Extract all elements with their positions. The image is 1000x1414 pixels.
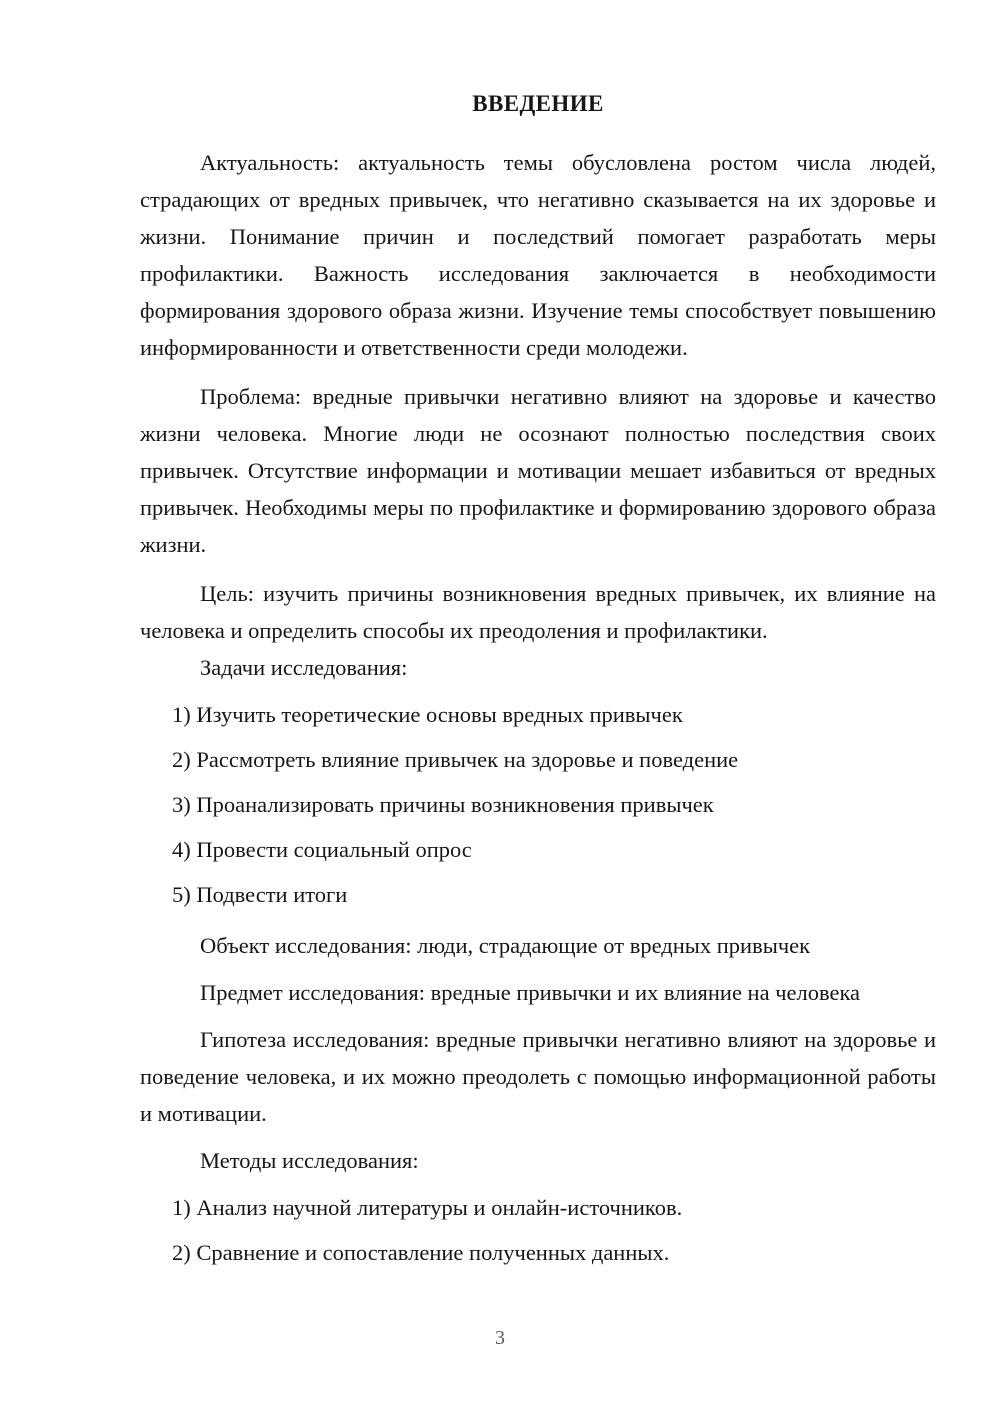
list-item: 1) Изучить теоретические основы вредных привычек: [172, 701, 683, 727]
spacer: [140, 1132, 936, 1142]
page-number: 3: [495, 1327, 505, 1349]
paragraph-problem: Проблема: вредные привычки негативно влияют на здоровье и качество жизни человека. Многие люди не осознают полностью последствия своих привычек. Отсутствие информации и мотивации мешает избавиться от вредных привычек. Необходимы меры по профилактике и формированию здорового образа жизни.: [140, 383, 936, 557]
object-of-research-line: Объект исследования: люди, страдающие от вредных привычек: [200, 932, 811, 958]
list-item: 4) Провести социальный опрос: [172, 836, 472, 862]
spacer: [140, 1011, 936, 1021]
paragraph-relevance: Актуальность: актуальность темы обусловлена ростом числа людей, страдающих от вредных привычек, что негативно сказывается на их здоровье и жизни. Понимание причин и последствий помогает разработать меры профилактики. Важность исследования заключается в необходимости формирования здорового образа жизни. Изучение темы способствует повышению информированности и ответственности среди молодежи.: [140, 149, 936, 360]
paragraph-goal: Цель: изучить причины возникновения вредных привычек, их влияние на человека и определить способы их преодоления и профилактики.: [140, 580, 936, 643]
list-item: 5) Подвести итоги: [172, 881, 348, 907]
list-item: 2) Сравнение и сопоставление полученных данных.: [172, 1239, 670, 1265]
paragraph-hypothesis: Гипотеза исследования: вредные привычки негативно влияют на здоровье и поведение человека, и их можно преодолеть с помощью информационной работы и мотивации.: [140, 1026, 936, 1126]
tasks-list: [140, 696, 936, 913]
tasks-heading: Задачи исследования:: [200, 654, 408, 680]
spacer: [140, 964, 936, 974]
subject-of-research-line: Предмет исследования: вредные привычки и их влияние на человека: [200, 979, 861, 1005]
list-item: 3) Проанализировать причины возникновения привычек: [172, 791, 714, 817]
list-item: 1) Анализ научной литературы и онлайн-источников.: [172, 1194, 683, 1220]
methods-heading: Методы исследования:: [200, 1147, 419, 1173]
spacer: [140, 913, 936, 927]
page-content: [140, 0, 936, 1271]
list-item: 2) Рассмотреть влияние привычек на здоровье и поведение: [172, 746, 739, 772]
methods-list: [140, 1189, 936, 1271]
page-title: ВВЕДЕНИЕ: [472, 91, 604, 116]
